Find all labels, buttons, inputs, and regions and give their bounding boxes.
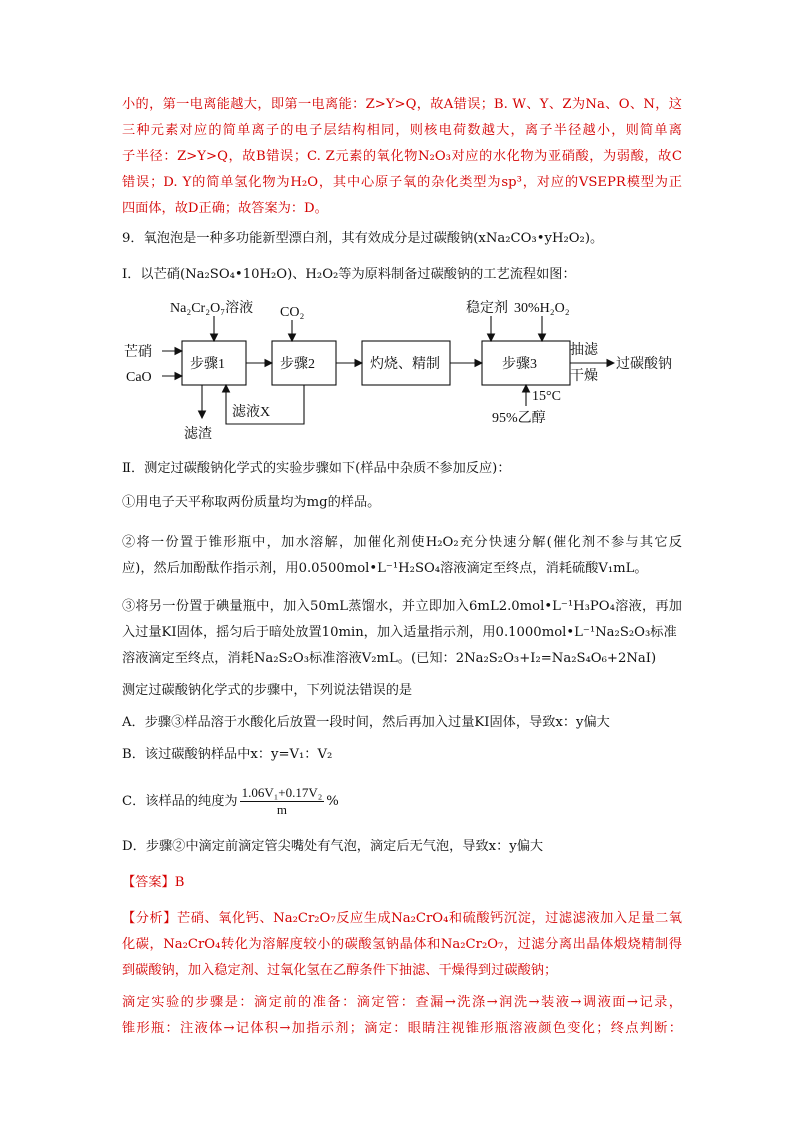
procedure-line: 入过量KI固体，摇匀后于暗处放置10min，加入适量指示剂，用0.1000mol•L⁻¹Na₂S₂O₃标准 <box>122 625 677 640</box>
analysis-line: 错误；D. Y的简单氢化物为H₂O，其中心原子氧的杂化类型为sp³，对应的VSEPR模型为正 <box>122 175 682 190</box>
option-a <box>122 710 682 736</box>
process-flow-diagram <box>122 296 702 446</box>
question-text: 测定过碳酸钠化学式的步骤中，下列说法错误的是 <box>122 683 413 698</box>
titration-line: 锥形瓶：注液体→记体积→加指示剂；滴定：眼睛注视锥形瓶溶液颜色变化；终点判断： <box>122 1021 682 1036</box>
part-2-text: Ⅱ．测定过碳酸钠化学式的实验步骤如下(样品中杂质不参加反应)： <box>122 461 511 476</box>
product-label: 过碳酸钠 <box>616 357 672 372</box>
percent-sign: % <box>326 794 339 809</box>
procedure-step-3 <box>122 594 682 672</box>
previous-analysis <box>122 92 682 222</box>
input-mirabilite: 芒硝 <box>124 345 152 360</box>
filter-label: 抽滤 <box>570 343 598 358</box>
step3-label: 步骤3 <box>502 357 537 372</box>
analysis-line: 化碳，Na₂CrO₄转化为溶解度较小的碳酸氢钠晶体和Na₂Cr₂O₇，过滤分离出晶体煅烧精制得 <box>122 937 682 952</box>
option-c <box>122 780 682 824</box>
temperature-label: 15°C <box>532 389 561 404</box>
question-9-stem <box>122 226 682 252</box>
titration-notes <box>122 990 682 1042</box>
calcine-label: 灼烧、精制 <box>370 357 440 372</box>
residue-label: 滤渣 <box>184 427 212 442</box>
procedure-step-1 <box>122 490 682 516</box>
input-cao: CaO <box>126 370 152 385</box>
procedure-step-2 <box>122 530 682 582</box>
reagent-co2: CO₂ <box>280 305 305 320</box>
analysis-label: 【分析】 <box>122 911 177 926</box>
part-1-text: Ⅰ．以芒硝(Na₂SO₄•10H₂O)、H₂O₂等为原料制备过碳酸钠的工艺流程如图： <box>122 267 576 282</box>
analysis-line: 芒硝、氧化钙、Na₂Cr₂O₇反应生成Na₂CrO₄和硫酸钙沉淀，过滤滤液加入足量二氧 <box>176 911 682 926</box>
stabilizer-label: 稳定剂 <box>466 301 508 316</box>
ethanol-label: 95%乙醇 <box>492 411 546 426</box>
analysis-line: 子半径：Z>Y>Q，故B错误；C. Z元素的氧化物N₂O₃对应的水化物为亚硝酸，为弱酸，故C <box>122 149 682 164</box>
analysis-line: 四面体，故D正确；故答案为：D。 <box>122 201 328 216</box>
option-b-text: B．该过碳酸钠样品中x：y=V₁：V₂ <box>122 747 333 762</box>
fraction-numerator: 1.06V₁+0.17V₂ <box>241 785 323 800</box>
option-d <box>122 834 682 860</box>
dry-label: 干燥 <box>570 369 598 384</box>
option-c-prefix: C．该样品的纯度为 <box>122 794 238 809</box>
option-d-text: D．步骤②中滴定前滴定管尖嘴处有气泡，滴定后无气泡，导致x：y偏大 <box>122 839 544 854</box>
step2-label: 步骤2 <box>280 357 315 372</box>
procedure-line: 应)，然后加酚酞作指示剂，用0.0500mol•L⁻¹H₂SO₄溶液滴定至终点，消耗硫酸V₁mL。 <box>122 561 648 576</box>
procedure-line: ②将一份置于锥形瓶中，加水溶解，加催化剂使H₂O₂充分快速分解(催化剂不参与其它反 <box>122 535 682 550</box>
filtrate-label: 滤液X <box>232 405 271 420</box>
analysis-line: 到碳酸钠，加入稳定剂、过氧化氢在乙醇条件下抽滤、干燥得到过碳酸钠； <box>122 963 558 978</box>
procedure-step-1-text: ①用电子天平称取两份质量均为mg的样品。 <box>122 495 381 510</box>
fraction-denominator: m <box>276 802 287 817</box>
titration-line: 滴定实验的步骤是：滴定前的准备：滴定管：查漏→洗涤→润洗→装液→调液面→记录， <box>122 995 682 1010</box>
answer-text: 【答案】B <box>122 875 185 890</box>
analysis-line: 三种元素对应的简单离子的电子层结构相同，则核电荷数越大，离子半径越小，则简单离 <box>122 123 682 138</box>
answer <box>122 870 682 896</box>
procedure-line: ③将另一份置于碘量瓶中，加入50mL蒸馏水，并立即加入6mL2.0mol•L⁻¹H₃PO₄溶液，再加 <box>122 599 682 614</box>
part-2-intro <box>122 456 682 482</box>
analysis-line: 小的，第一电离能越大，即第一电离能：Z>Y>Q，故A错误；B. W、Y、Z为Na、O、N，这 <box>122 97 682 112</box>
procedure-line: 溶液滴定至终点，消耗Na₂S₂O₃标准溶液V₂mL。(已知：2Na₂S₂O₃+I₂=Na₂S₄O₆+2NaI) <box>122 651 657 666</box>
reagent-na2cr2o7: Na₂Cr₂O₇溶液 <box>170 301 254 316</box>
option-b <box>122 742 682 768</box>
part-1-intro <box>122 262 682 288</box>
analysis <box>122 906 682 984</box>
step1-label: 步骤1 <box>190 357 225 372</box>
question-stem-text: 9．氧泡泡是一种多功能新型漂白剂，其有效成分是过碳酸钠(xNa₂CO₃•yH₂O₂)。 <box>122 231 604 246</box>
purity-fraction <box>240 785 325 818</box>
question-prompt <box>122 678 682 704</box>
option-a-text: A．步骤③样品溶于水酸化后放置一段时间，然后再加入过量KI固体，导致x：y偏大 <box>122 715 610 730</box>
h2o2-label: 30%H₂O₂ <box>514 301 570 316</box>
